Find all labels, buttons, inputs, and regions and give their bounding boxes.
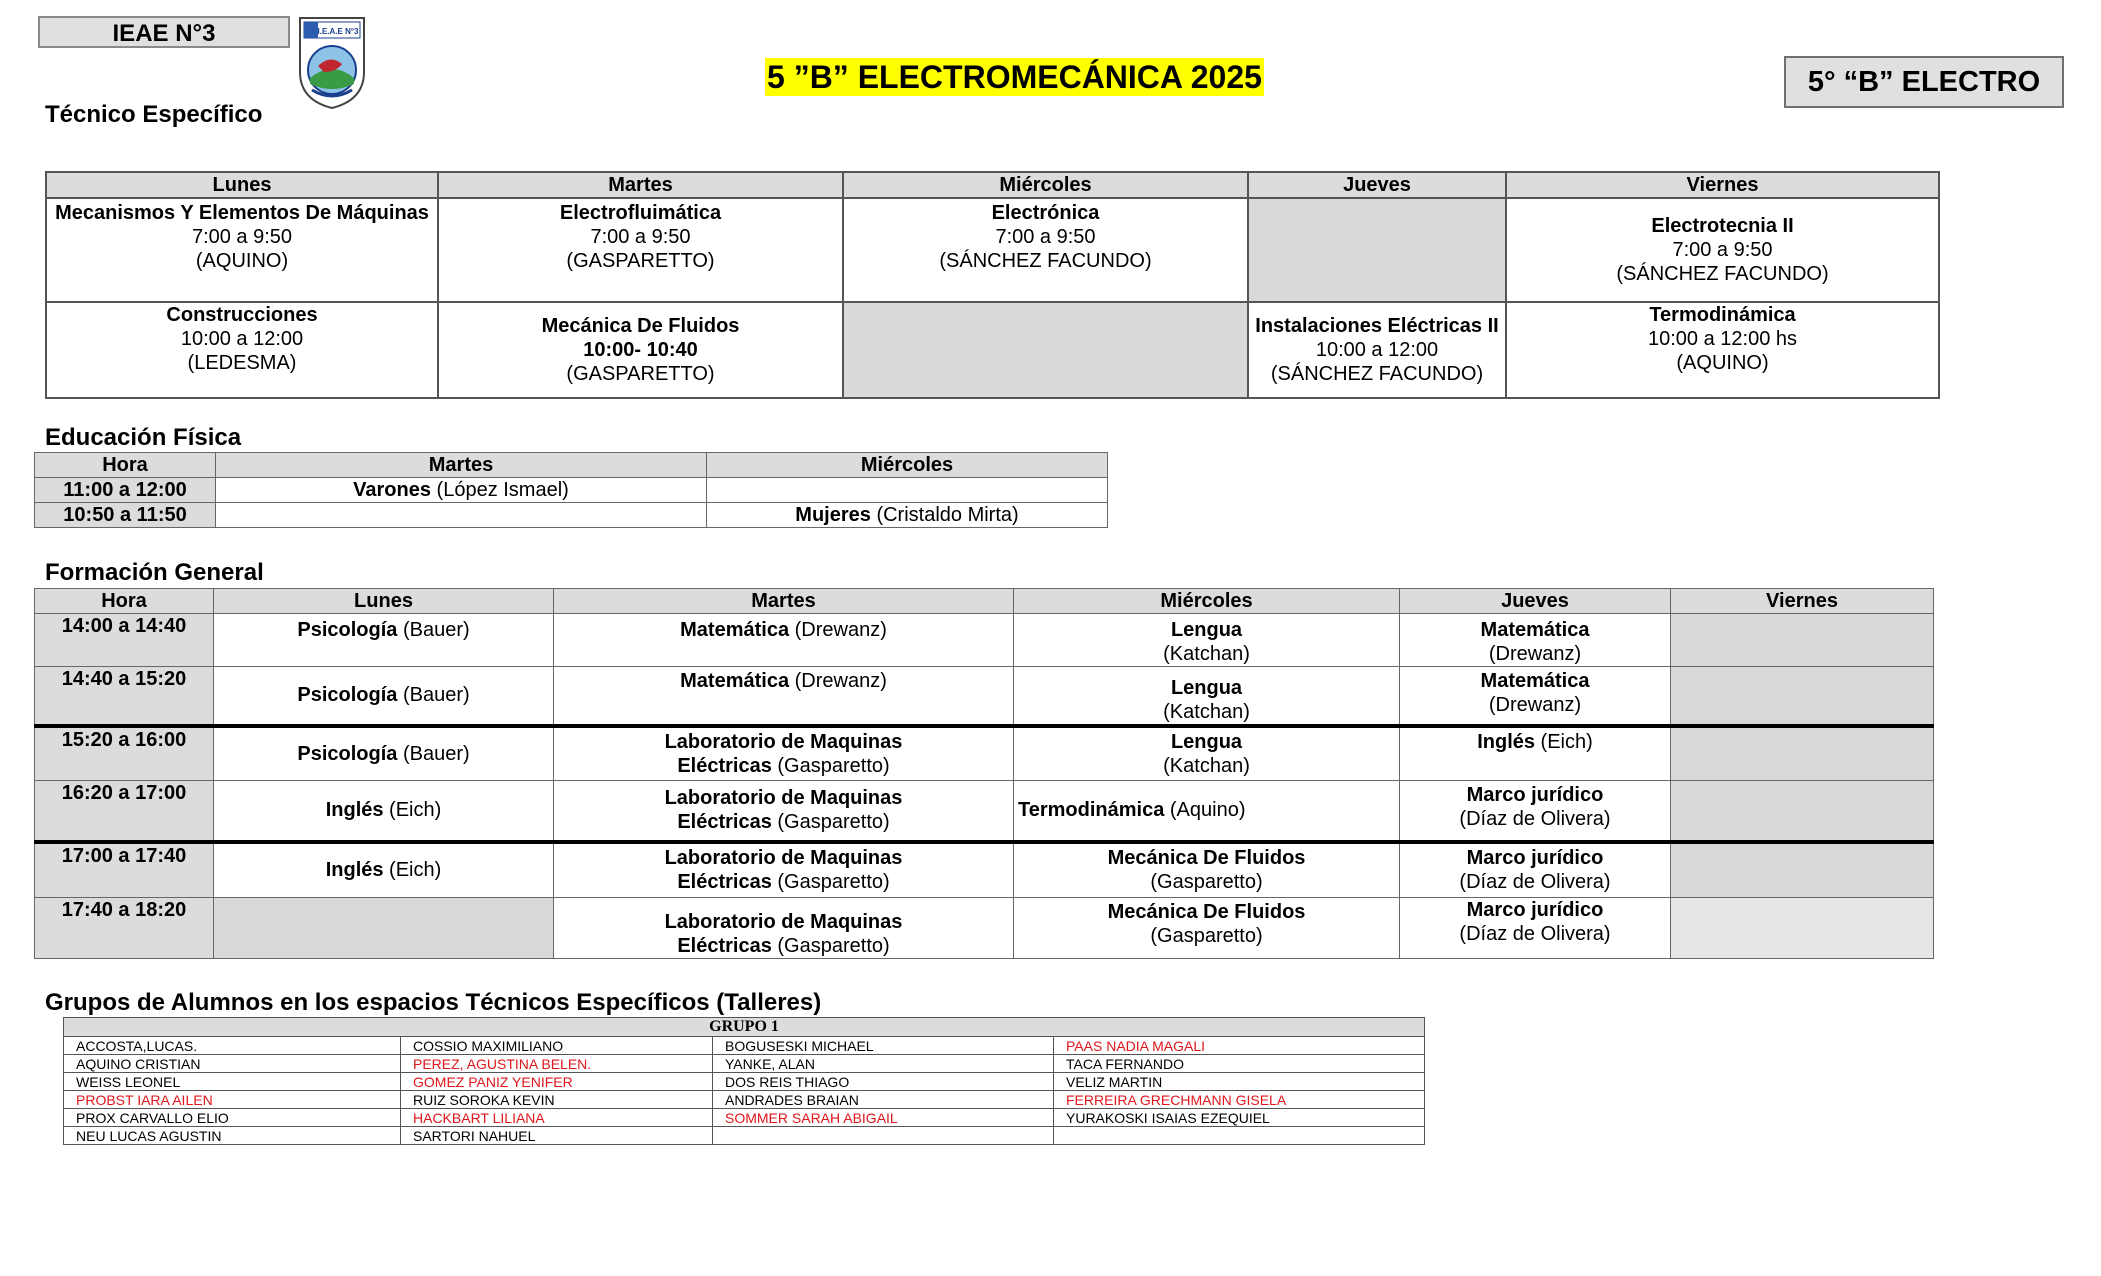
- hora-header: Hora: [35, 453, 216, 478]
- group-body: [64, 1037, 1425, 1145]
- subject-name: Electrotecnia II: [1651, 215, 1794, 237]
- student-name: [713, 1127, 1054, 1145]
- day-header: Martes: [554, 589, 1014, 614]
- ef-schedule-table: [34, 452, 1108, 528]
- empty-cell: [1671, 614, 1934, 667]
- fg-header-row: [35, 589, 1934, 614]
- subject-name: Laboratorio de Maquinas: [664, 787, 903, 810]
- class-cell: [438, 198, 843, 302]
- student-name: PROX CARVALLO ELIO: [64, 1109, 401, 1127]
- teacher-name: (SÁNCHEZ FACUNDO): [1270, 363, 1484, 385]
- teacher-name: (Drewanz): [1488, 643, 1582, 665]
- teacher-name: (SÁNCHEZ FACUNDO): [939, 250, 1152, 272]
- student-name: ANDRADES BRAIAN: [713, 1091, 1054, 1109]
- student-name: TACA FERNANDO: [1054, 1055, 1425, 1073]
- svg-text:I.E.A.E N°3: I.E.A.E N°3: [317, 27, 359, 36]
- subject-name: Mecánica De Fluidos: [1107, 901, 1306, 923]
- class-time: 10:00- 10:40: [583, 339, 698, 361]
- subject-name: Lengua: [1170, 676, 1243, 699]
- class-cell: [1400, 614, 1671, 667]
- student-name: BOGUSESKI MICHAEL: [713, 1037, 1054, 1055]
- fg-row: [35, 898, 1934, 959]
- teacher-name: (López Ismael): [430, 479, 569, 501]
- student-name: PEREZ, AGUSTINA BELEN.: [401, 1055, 713, 1073]
- subject-name: Eléctricas: [677, 935, 772, 957]
- class-cell: [554, 667, 1014, 726]
- teacher-name: (Díaz de Olivera): [1459, 923, 1611, 945]
- fg-row: [35, 781, 1934, 842]
- class-time: 7:00 a 9:50: [590, 226, 691, 248]
- teacher-name: (Díaz de Olivera): [1459, 808, 1611, 830]
- ef-header-row: [35, 453, 1108, 478]
- time-slot: 15:20 a 16:00: [35, 726, 214, 781]
- fg-section-title: Formación General: [45, 559, 264, 586]
- course-label-box: 5° “B” ELECTRO: [1784, 56, 2064, 108]
- student-name: NEU LUCAS AGUSTIN: [64, 1127, 401, 1145]
- fg-schedule-table: [34, 588, 1934, 959]
- class-cell: [1400, 842, 1671, 898]
- subject-name: Varones: [353, 479, 431, 501]
- class-cell: [1506, 302, 1939, 398]
- time-slot: 10:50 a 11:50: [35, 503, 216, 528]
- tecnico-row-late: [46, 302, 1939, 398]
- subject-name: Marco jurídico: [1466, 899, 1604, 921]
- class-cell: [1400, 781, 1671, 842]
- subject-name: Construcciones: [166, 304, 318, 326]
- class-cell: [843, 198, 1248, 302]
- ef-row: [35, 478, 1108, 503]
- student-name: FERREIRA GRECHMANN GISELA: [1054, 1091, 1425, 1109]
- class-time: 7:00 a 9:50: [1672, 239, 1773, 261]
- class-cell: [438, 302, 843, 398]
- teacher-name: (Gasparetto): [771, 754, 890, 777]
- empty-cell: [1671, 781, 1934, 842]
- fg-row: [35, 842, 1934, 898]
- class-time: 10:00 a 12:00: [180, 328, 304, 350]
- subject-name: Laboratorio de Maquinas: [664, 730, 903, 753]
- teacher-name: (Katchan): [1163, 700, 1250, 723]
- class-cell: [554, 614, 1014, 667]
- subject-name: Termodinámica: [1018, 799, 1165, 822]
- subject-name: Psicología: [297, 742, 398, 765]
- group-row: [64, 1127, 1425, 1145]
- teacher-name: (Díaz de Olivera): [1459, 870, 1611, 893]
- time-slot: 14:00 a 14:40: [35, 614, 214, 667]
- subject-name: Mecánica De Fluidos: [1107, 847, 1306, 870]
- student-name: YANKE, ALAN: [713, 1055, 1054, 1073]
- class-cell: [707, 503, 1108, 528]
- subject-name: Mecanismos Y Elementos De Máquinas: [55, 202, 429, 224]
- subject-name: Mujeres: [795, 504, 871, 526]
- class-time: 7:00 a 9:50: [995, 226, 1096, 248]
- day-header: Jueves: [1400, 589, 1671, 614]
- empty-cell: [1671, 726, 1934, 781]
- teacher-name: (Katchan): [1163, 643, 1250, 665]
- subject-name: Lengua: [1170, 730, 1243, 753]
- subject-name: Electrónica: [991, 202, 1100, 224]
- teacher-name: (GASPARETTO): [566, 250, 715, 272]
- teacher-name: (Drewanz): [1488, 694, 1582, 716]
- student-name: SARTORI NAHUEL: [401, 1127, 713, 1145]
- teacher-name: (Bauer): [397, 684, 470, 707]
- student-name: COSSIO MAXIMILIANO: [401, 1037, 713, 1055]
- subject-name: Matemática: [1480, 670, 1590, 692]
- subject-name: Inglés: [325, 799, 384, 822]
- empty-cell: [1671, 667, 1934, 726]
- fg-row: [35, 614, 1934, 667]
- teacher-name: (Bauer): [397, 619, 470, 641]
- student-name: SOMMER SARAH ABIGAIL: [713, 1109, 1054, 1127]
- empty-cell: [1671, 842, 1934, 898]
- student-name: AQUINO CRISTIAN: [64, 1055, 401, 1073]
- student-name: WEISS LEONEL: [64, 1073, 401, 1091]
- school-name-box: IEAE N°3: [38, 16, 290, 48]
- class-cell: [214, 781, 554, 842]
- group-row: [64, 1073, 1425, 1091]
- teacher-name: (Gasparetto): [771, 935, 890, 957]
- class-cell: [1014, 667, 1400, 726]
- time-slot: 11:00 a 12:00: [35, 478, 216, 503]
- class-cell: [554, 898, 1014, 959]
- subject-name: Inglés: [325, 859, 384, 882]
- subject-name: Eléctricas: [677, 871, 772, 894]
- subject-name: Lengua: [1170, 619, 1243, 641]
- group-row: [64, 1055, 1425, 1073]
- class-cell: [216, 503, 707, 528]
- subject-name: Laboratorio de Maquinas: [664, 911, 903, 933]
- teacher-name: (Bauer): [397, 742, 470, 765]
- group-row: [64, 1037, 1425, 1055]
- subject-name: Mecánica De Fluidos: [541, 315, 740, 337]
- subject-name: Termodinámica: [1649, 304, 1796, 326]
- class-cell: [1400, 898, 1671, 959]
- group-header-row: [64, 1018, 1425, 1037]
- subject-name: Eléctricas: [677, 754, 772, 777]
- class-cell: [554, 842, 1014, 898]
- teacher-name: (Cristaldo Mirta): [870, 504, 1019, 526]
- teacher-name: (Eich): [383, 859, 442, 882]
- class-cell: [1014, 614, 1400, 667]
- group-row: [64, 1091, 1425, 1109]
- school-crest-logo: [296, 14, 368, 110]
- teacher-name: (AQUINO): [1676, 352, 1769, 374]
- student-name: RUIZ SOROKA KEVIN: [401, 1091, 713, 1109]
- subject-name: Psicología: [297, 684, 398, 707]
- teacher-name: (LEDESMA): [187, 352, 297, 374]
- subject-name: Inglés: [1477, 730, 1535, 753]
- student-name: ACCOSTA,LUCAS.: [64, 1037, 401, 1055]
- teacher-name: (Eich): [383, 799, 442, 822]
- time-slot: 14:40 a 15:20: [35, 667, 214, 726]
- group-row: [64, 1109, 1425, 1127]
- tecnico-row-morning: [46, 198, 1939, 302]
- student-name: PROBST IARA AILEN: [64, 1091, 401, 1109]
- ef-section-title: Educación Física: [45, 424, 242, 451]
- subject-name: Psicología: [297, 619, 398, 641]
- student-name: VELIZ MARTIN: [1054, 1073, 1425, 1091]
- student-name: PAAS NADIA MAGALI: [1054, 1037, 1425, 1055]
- teacher-name: (Eich): [1535, 730, 1593, 753]
- time-slot: 16:20 a 17:00: [35, 781, 214, 842]
- class-cell: [46, 302, 438, 398]
- empty-cell: [214, 898, 554, 959]
- subject-name: Marco jurídico: [1466, 846, 1604, 869]
- student-name: HACKBART LILIANA: [401, 1109, 713, 1127]
- time-slot: 17:00 a 17:40: [35, 842, 214, 898]
- teacher-name: (GASPARETTO): [566, 363, 715, 385]
- fg-row: [35, 667, 1934, 726]
- student-name: YURAKOSKI ISAIAS EZEQUIEL: [1054, 1109, 1425, 1127]
- student-name: [1054, 1127, 1425, 1145]
- fg-row: [35, 726, 1934, 781]
- teacher-name: (Gasparetto): [771, 811, 890, 834]
- class-time: 7:00 a 9:50: [191, 226, 293, 248]
- student-name: DOS REIS THIAGO: [713, 1073, 1054, 1091]
- class-time: 10:00 a 12:00 hs: [1647, 328, 1797, 350]
- subject-name: Eléctricas: [677, 811, 772, 834]
- class-cell: [1014, 726, 1400, 781]
- subject-name: Marco jurídico: [1466, 784, 1604, 806]
- hora-header: Hora: [35, 589, 214, 614]
- day-header: Miércoles: [707, 453, 1108, 478]
- day-header: Viernes: [1671, 589, 1934, 614]
- empty-cell: [843, 302, 1248, 398]
- class-cell: [1014, 781, 1400, 842]
- day-header: Jueves: [1248, 172, 1506, 198]
- teacher-name: (Gasparetto): [771, 871, 890, 894]
- class-cell: [216, 478, 707, 503]
- day-header: Lunes: [46, 172, 438, 198]
- class-cell: [214, 842, 554, 898]
- day-header: Lunes: [214, 589, 554, 614]
- empty-cell: [1671, 898, 1934, 959]
- day-header: Miércoles: [1014, 589, 1400, 614]
- class-cell: [554, 726, 1014, 781]
- student-name: GOMEZ PANIZ YENIFER: [401, 1073, 713, 1091]
- tecnico-header-row: [46, 172, 1939, 198]
- class-cell: [214, 726, 554, 781]
- teacher-name: (Drewanz): [789, 670, 887, 692]
- subject-name: Laboratorio de Maquinas: [664, 847, 903, 870]
- group-header: GRUPO 1: [64, 1018, 1425, 1037]
- subject-name: Instalaciones Eléctricas II: [1255, 315, 1499, 337]
- teacher-name: (Gasparetto): [1150, 925, 1263, 947]
- tecnico-schedule-table: [45, 171, 1940, 399]
- subject-name: Matemática: [1480, 619, 1590, 641]
- class-time: 10:00 a 12:00: [1315, 339, 1439, 361]
- teacher-name: (Drewanz): [789, 619, 887, 641]
- class-cell: [1400, 726, 1671, 781]
- subject-name: Matemática: [680, 670, 790, 692]
- day-header: Miércoles: [843, 172, 1248, 198]
- teacher-name: (AQUINO): [195, 250, 289, 272]
- class-cell: [214, 614, 554, 667]
- class-cell: [1014, 898, 1400, 959]
- class-cell: [1506, 198, 1939, 302]
- class-cell: [707, 478, 1108, 503]
- class-cell: [1014, 842, 1400, 898]
- class-cell: [1248, 302, 1506, 398]
- empty-cell: [1248, 198, 1506, 302]
- teacher-name: (Aquino): [1164, 799, 1246, 822]
- time-slot: 17:40 a 18:20: [35, 898, 214, 959]
- subject-name: Matemática: [680, 619, 790, 641]
- page-title: 5 ”B” ELECTROMECÁNICA 2025: [767, 59, 1262, 95]
- ef-row: [35, 503, 1108, 528]
- day-header: Martes: [216, 453, 707, 478]
- day-header: Viernes: [1506, 172, 1939, 198]
- tecnico-section-title: Técnico Específico: [45, 101, 263, 128]
- teacher-name: (SÁNCHEZ FACUNDO): [1616, 263, 1829, 285]
- class-cell: [46, 198, 438, 302]
- teacher-name: (Katchan): [1163, 754, 1250, 777]
- class-cell: [214, 667, 554, 726]
- teacher-name: (Gasparetto): [1150, 871, 1263, 894]
- subject-name: Electrofluimática: [559, 202, 722, 224]
- class-cell: [1400, 667, 1671, 726]
- student-groups-table: [63, 1017, 1425, 1145]
- class-cell: [554, 781, 1014, 842]
- day-header: Martes: [438, 172, 843, 198]
- grupos-section-title: Grupos de Alumnos en los espacios Técnicos Específicos (Talleres): [45, 989, 822, 1016]
